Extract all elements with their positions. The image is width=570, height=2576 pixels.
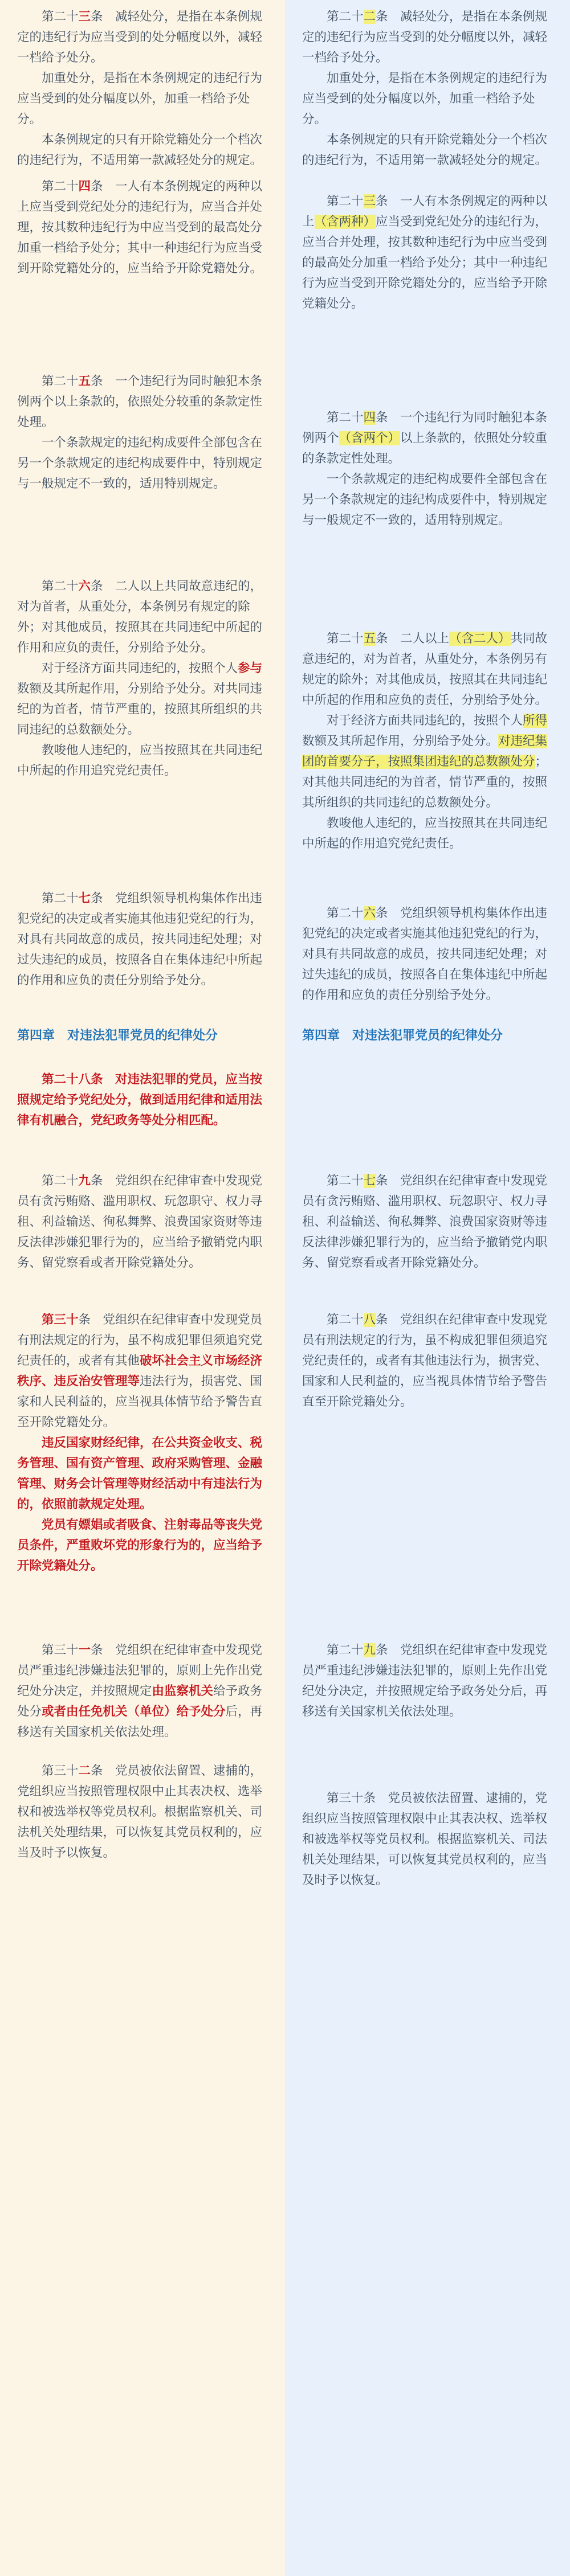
right-column-original (285, 0, 570, 2576)
chapter-heading-left: 第四章 对违法犯罪党员的纪律处分 (17, 1029, 218, 1043)
article-text: 对于经济方面共同违纪的，按照个人 (327, 714, 523, 728)
amended-text: 九 (78, 1174, 91, 1188)
amended-text: 一 (78, 1643, 91, 1657)
amended-text: 五 (78, 374, 91, 388)
article-right-28 (302, 1310, 553, 1412)
article-paragraph (17, 1070, 268, 1131)
article-text: 条 一个违纪行为同时触犯本条例两个以上条款的，依照处分较重的条款定性处理。 (17, 374, 263, 429)
highlighted-text: 七 (363, 1174, 376, 1188)
article-text: 第二十 (327, 632, 364, 646)
article-paragraph (17, 740, 268, 781)
article-left-23 (17, 7, 268, 171)
article-paragraph (302, 469, 553, 531)
article-right-26 (302, 903, 553, 1006)
article-paragraph (17, 1515, 268, 1576)
article-right-22 (302, 7, 553, 171)
article-paragraph (302, 813, 553, 854)
article-text: 条 党组织在纪律审查中发现党员有贪污贿赂、滥用职权、玩忽职守、权力寻租、利益输送、徇私舞弊、浪费国家资财等违反法律涉嫌犯罪行为的，应当给予撤销党内职务、留党察看或者开除党籍处分。 (17, 1174, 263, 1270)
article-text: 第二十 (327, 1174, 364, 1188)
article-text: 条 减轻处分，是指在本条例规定的违纪行为应当受到的处分幅度以外，减轻一档给予处分。 (302, 10, 548, 65)
article-text: 加重处分，是指在本条例规定的违纪行为应当受到的处分幅度以外，加重一档给予处分。 (17, 71, 263, 126)
article-paragraph (302, 903, 553, 1006)
article-text: 第二十 (42, 179, 79, 194)
amended-text: 第三十 (42, 1313, 79, 1327)
article-text: 加重处分，是指在本条例规定的违纪行为应当受到的处分幅度以外，加重一档给予处分。 (302, 71, 548, 126)
article-text: 条 党组织在纪律审查中发现党员有刑法规定的行为，虽不构成犯罪但须追究党纪责任的，或者有其他 (17, 1313, 263, 1368)
article-text: 第二十 (42, 1174, 79, 1188)
article-text: 第二十 (327, 906, 364, 920)
amended-text: 三 (78, 10, 91, 24)
article-paragraph (302, 1310, 553, 1412)
article-paragraph (17, 1640, 268, 1743)
article-text: 第二十 (327, 1643, 364, 1657)
article-paragraph (17, 658, 268, 740)
article-text: 给予政务处分 (17, 1684, 263, 1719)
article-text: 条 二人以上 (376, 632, 450, 646)
article-paragraph (17, 7, 268, 68)
article-paragraph (302, 408, 553, 469)
article-text: 教唆他人违纪的，应当按照其在共同违纪中所起的作用追究党纪责任。 (17, 743, 263, 778)
article-paragraph (17, 1433, 268, 1515)
article-text: 后，再移送有关国家机关依法处理。 (17, 1705, 263, 1739)
article-paragraph (302, 711, 553, 813)
amended-text: 二 (78, 1764, 91, 1778)
article-text: 第三十 (42, 1764, 79, 1778)
article-text: 第三十条 党员被依法留置、逮捕的，党组织应当按照管理权限中止其表决权、选举权和被选举权等党员权利。根据监察机关、司法机关处理结果，可以恢复其党员权利的，应当及时予以恢复。 (302, 1791, 548, 1887)
article-text: 条 二人以上共同故意违纪的，对为首者，从重处分，本条例另有规定的除外；对其他成员，按照其在共同违纪中所起的作用和应负的责任，分别给予处分。 (17, 579, 263, 655)
article-paragraph (17, 576, 268, 658)
article-text: 第二十 (42, 579, 79, 593)
article-text: 第二十 (42, 10, 79, 24)
article-text: 条 一人有本条例规定的两种以上 (302, 194, 548, 229)
amended-text: 违反国家财经纪律，在公共资金收支、税务管理、国有资产管理、政府采购管理、金融管理、财务会计管理等财经活动中有违法行为的，依照前款规定处理。 (17, 1436, 263, 1512)
article-paragraph (17, 371, 268, 433)
amended-text: 第二十八条 对违法犯罪的党员，应当按照规定给予党纪处分，做到适用纪律和适用法律有机融合，党纪政务等处分相匹配。 (17, 1072, 263, 1128)
article-text: 第二十 (327, 10, 364, 24)
highlighted-text: （含两种） (314, 215, 376, 229)
highlighted-text: 二 (363, 10, 376, 24)
article-right-30 (302, 1788, 553, 1891)
article-text: 教唆他人违纪的，应当按照其在共同违纪中所起的作用追究党纪责任。 (302, 816, 548, 851)
article-paragraph (17, 1310, 268, 1433)
highlighted-text: 所得 (523, 714, 548, 728)
article-left-24 (17, 177, 268, 279)
article-paragraph (17, 130, 268, 171)
article-text: 违法行为，损害党、国家和人民利益的，应当视具体情节给予警告直至开除党籍处分。 (17, 1374, 263, 1430)
amended-text: 破坏社会主义市场经济秩序、违反治安管理等 (17, 1354, 263, 1389)
article-text: 共同故意违纪的，对为首者，从重处分，本条例另有规定的除外；对其他成员，按照其在共同违纪中所起的作用和应负的责任，分别给予处分。 (302, 632, 548, 707)
article-text: 条 一人有本条例规定的两种以上应当受到党纪处分的违纪行为，应当合并处理，按其数种违纪行为中应当受到的最高处分加重一档给予处分；其中一种违纪行为应当受到开除党籍处分的，应当给予开除党籍处分。 (17, 179, 263, 276)
amended-text: 六 (78, 579, 91, 593)
amended-text: 由监察机关 (152, 1684, 214, 1698)
highlighted-text: （含两个） (339, 431, 401, 445)
article-left-32 (17, 1761, 268, 1864)
article-text: 以上条款的，依照处分较重的条款定性处理。 (302, 431, 548, 466)
article-left-30 (17, 1310, 268, 1576)
highlighted-text: 八 (363, 1313, 376, 1327)
amended-text: 四 (78, 179, 91, 194)
highlighted-text: 九 (363, 1643, 376, 1657)
article-text: 条 党组织在纪律审查中发现党员有刑法规定的行为，虽不构成犯罪但须追究党纪责任的，或者有其他违法行为，损害党、国家和人民利益的，应当视具体情节给予警告直至开除党籍处分。 (302, 1313, 548, 1409)
article-paragraph (302, 130, 553, 171)
article-text: 条 一个违纪行为同时触犯本条例两个 (302, 411, 548, 445)
article-paragraph (17, 68, 268, 130)
highlighted-text: （含二人） (449, 632, 511, 646)
article-text: 条 党员被依法留置、逮捕的，党组织应当按照管理权限中止其表决权、选举权和被选举权等党员权利。根据监察机关、司法机关处理结果，可以恢复其党员权利的，应当及时予以恢复。 (17, 1764, 263, 1860)
article-left-26 (17, 576, 268, 781)
highlighted-text: 五 (363, 632, 376, 646)
article-left-31 (17, 1640, 268, 1743)
highlighted-text: 对违纪集团的首要分子，按照集团违纪的总数额处分 (302, 734, 548, 769)
article-text: 对于经济方面共同违纪的，按照个人 (42, 661, 238, 675)
article-left-27 (17, 888, 268, 991)
article-text: 一个条款规定的违纪构成要件全部包含在另一个条款规定的违纪构成要件中，特别规定与一般规定不一致的，适用特别规定。 (302, 472, 548, 527)
highlighted-text: 六 (363, 906, 376, 920)
article-right-29 (302, 1640, 553, 1722)
article-paragraph (302, 1171, 553, 1273)
highlighted-text: 四 (363, 411, 376, 425)
article-paragraph (17, 1171, 268, 1273)
amended-text: 党员有嫖娼或者吸食、注射毒品等丧失党员条件，严重败坏党的形象行为的，应当给予开除党籍处分。 (17, 1518, 263, 1573)
amended-text: 或者由任免机关（单位）给予处分 (42, 1705, 226, 1719)
article-right-23 (302, 191, 553, 314)
article-text: ；对其他共同违纪的为首者，情节严重的，按照其所组织的共同违纪的总数额处分。 (302, 755, 548, 810)
article-text: 条 党组织在纪律审查中发现党员严重违纪涉嫌违法犯罪的，原则上先作出党纪处分决定，并按照规定给予政务处分后，再移送有关国家机关依法处理。 (302, 1643, 548, 1719)
article-text: 条 党组织领导机构集体作出违犯党纪的决定或者实施其他违犯党纪的行为，对具有共同故意的成员，按共同违纪处理；对过失违纪的成员，按照各自在集体违纪中所起的作用和应负的责任分别给予处分。 (17, 891, 263, 988)
amended-text: 七 (78, 891, 91, 906)
article-paragraph (302, 629, 553, 711)
article-text: 应当受到党纪处分的违纪行为，应当合并处理，按其数种违纪行为中应当受到的最高处分加重一档给予处分；其中一种违纪行为应当受到开除党籍处分的，应当给予开除党籍处分。 (302, 215, 548, 311)
article-text: 数额及其所起作用，分别给予处分。 (302, 734, 499, 748)
article-text: 第二十 (42, 891, 79, 906)
article-paragraph (302, 68, 553, 130)
article-left-25 (17, 371, 268, 494)
article-text: 本条例规定的只有开除党籍处分一个档次的违纪行为，不适用第一款减轻处分的规定。 (17, 133, 263, 167)
highlighted-text: 三 (363, 194, 376, 208)
article-paragraph (17, 433, 268, 494)
amended-text: 参与 (238, 661, 263, 675)
article-paragraph (17, 1761, 268, 1864)
article-left-29 (17, 1171, 268, 1273)
article-right-24 (302, 408, 553, 531)
article-paragraph (302, 191, 553, 314)
article-right-25 (302, 629, 553, 854)
chapter-heading-right: 第四章 对违法犯罪党员的纪律处分 (302, 1029, 503, 1043)
article-text: 第三十 (42, 1643, 79, 1657)
article-text: 条 党组织在纪律审查中发现党员有贪污贿赂、滥用职权、玩忽职守、权力寻租、利益输送、徇私舞弊、浪费国家资财等违反法律涉嫌犯罪行为的，应当给予撤销党内职务、留党察看或者开除党籍处分。 (302, 1174, 548, 1270)
article-paragraph (302, 7, 553, 68)
article-paragraph (302, 1788, 553, 1891)
article-text: 第二十 (42, 374, 79, 388)
article-paragraph (17, 177, 268, 279)
article-text: 第二十 (327, 411, 364, 425)
article-text: 条 党组织领导机构集体作出违犯党纪的决定或者实施其他违犯党纪的行为，对具有共同故意的成员，按共同违纪处理；对过失违纪的成员，按照各自在集体违纪中所起的作用和应负的责任分别给予处分。 (302, 906, 548, 1002)
article-right-27 (302, 1171, 553, 1273)
article-text: 数额及其所起作用，分别给予处分。对共同违纪的为首者，情节严重的，按照其所组织的共同违纪的总数额处分。 (17, 682, 263, 737)
article-text: 条 党组织在纪律审查中发现党员严重违纪涉嫌违法犯罪的，原则上先作出党纪处分决定，并按照规定 (17, 1643, 263, 1698)
article-paragraph (302, 1640, 553, 1722)
article-text: 条 减轻处分，是指在本条例规定的违纪行为应当受到的处分幅度以外，减轻一档给予处分。 (17, 10, 263, 65)
article-text: 第二十 (327, 194, 364, 208)
article-left-28 (17, 1070, 268, 1131)
article-text: 第二十 (327, 1313, 364, 1327)
article-paragraph (17, 888, 268, 991)
article-text: 本条例规定的只有开除党籍处分一个档次的违纪行为，不适用第一款减轻处分的规定。 (302, 133, 548, 167)
article-text: 一个条款规定的违纪构成要件全部包含在另一个条款规定的违纪构成要件中，特别规定与一般规定不一致的，适用特别规定。 (17, 436, 263, 491)
